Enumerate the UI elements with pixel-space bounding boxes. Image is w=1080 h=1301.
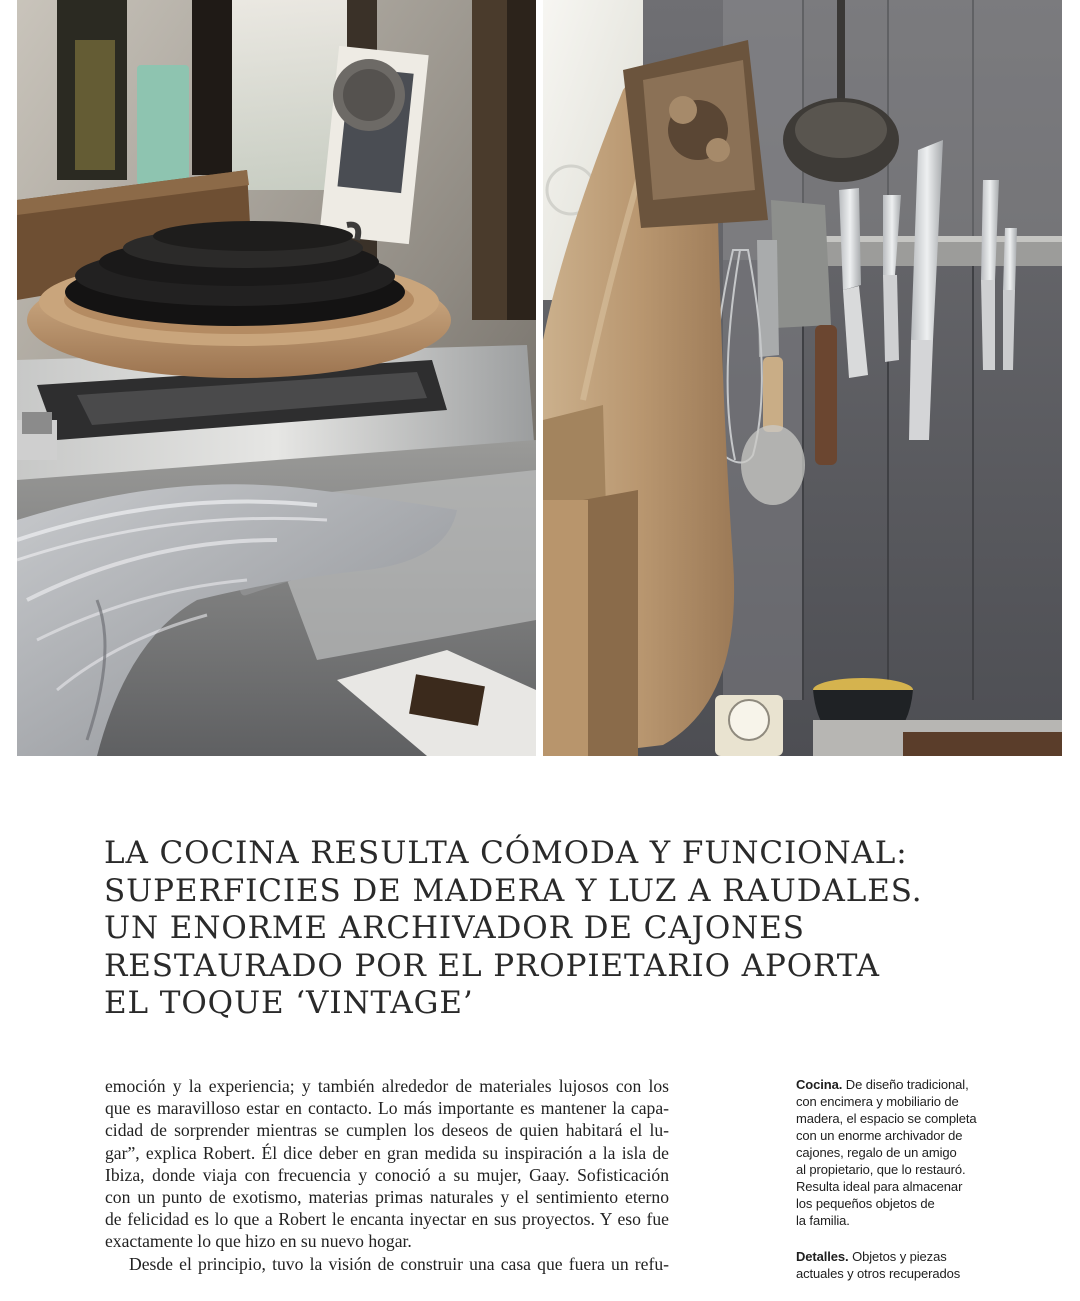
caption-line: actuales y otros recuperados [796, 1266, 961, 1281]
caption-text: De diseño tradicional, [845, 1077, 969, 1092]
body-line: exactamente lo que hizo en su nuevo hogar. [105, 1231, 412, 1252]
pull-quote-line: EL TOQUE ‘VINTAGE’ [104, 985, 474, 1021]
caption-line: madera, el espacio se completa [796, 1111, 977, 1126]
pull-quote [104, 835, 944, 1023]
caption-line: los pequeños objetos de [796, 1196, 935, 1211]
kitchen-stove-illustration [17, 0, 536, 756]
caption-title: Cocina. [796, 1077, 843, 1092]
caption-kitchen [796, 1076, 996, 1229]
pull-quote-line: SUPERFICIES DE MADERA Y LUZ A RAUDALES. [104, 872, 923, 909]
caption-text: Objetos y piezas [852, 1249, 947, 1264]
body-line: con un punto de exotismo, materias primas naturales y el sentimiento eterno [105, 1187, 669, 1208]
caption-details [796, 1248, 996, 1282]
pull-quote-line: LA COCINA RESULTA CÓMODA Y FUNCIONAL: [104, 835, 908, 871]
body-line: gar”, explica Robert. Él dice deber en gran medida su inspiración a la isla de [105, 1142, 669, 1163]
kitchen-stove-photo [17, 0, 536, 756]
knife-rack-illustration [543, 0, 1062, 756]
caption-line [796, 1248, 996, 1265]
knife-rack-photo [543, 0, 1062, 756]
body-line: Desde el principio, tuvo la visión de construir una casa que fuera un refu- [129, 1253, 669, 1274]
caption-line: al propietario, que lo restauró. [796, 1162, 966, 1177]
sidebar-captions [796, 1076, 996, 1301]
caption-title: Detalles. [796, 1249, 849, 1264]
pull-quote-line: RESTAURADO POR EL PROPIETARIO APORTA [104, 947, 880, 984]
caption-line: con un enorme archivador de [796, 1128, 963, 1143]
caption-line [796, 1076, 996, 1093]
body-line: cidad de sorprender mientras se cumplen los deseos de quien habitará el lu- [105, 1120, 669, 1141]
body-line: de felicidad es lo que a Robert le encanta inyectar en sus proyectos. Y eso fue [105, 1209, 669, 1230]
body-line: Ibiza, donde viaja con frecuencia y conoció a su mujer, Gaay. Sofisticación [105, 1164, 669, 1185]
caption-line: con encimera y mobiliario de [796, 1094, 959, 1109]
caption-line: Resulta ideal para almacenar [796, 1179, 963, 1194]
pull-quote-line: UN ENORME ARCHIVADOR DE CAJONES [104, 910, 805, 946]
body-line: que es maravilloso estar en contacto. Lo más importante es mantener la capa- [105, 1098, 669, 1119]
caption-line: cajones, regalo de un amigo [796, 1145, 957, 1160]
body-line: emoción y la experiencia; y también alrededor de materiales lujosos con los [105, 1076, 669, 1096]
caption-line: la familia. [796, 1213, 850, 1228]
article-body [105, 1075, 669, 1275]
